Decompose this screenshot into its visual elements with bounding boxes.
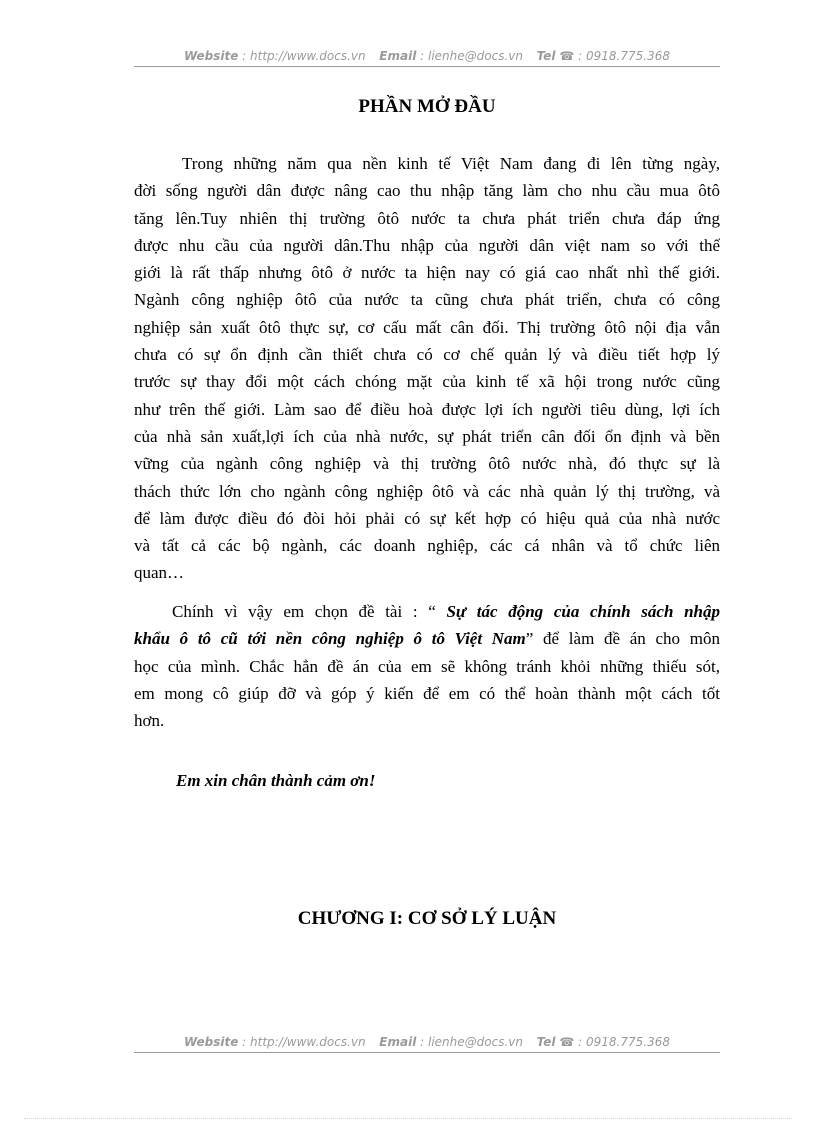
intro-line: để làm được điều đó đòi hỏi phải có sự kết hợp có hiệu quả của nhà nước bbox=[134, 508, 720, 528]
intro-line: quan… bbox=[134, 563, 185, 583]
footer-tel-value: : 0918.775.368 bbox=[578, 1035, 670, 1049]
topic-line-2: khẩu ô tô cũ tới nền công nghiệp ô tô Việt Nam” để làm đề án cho môn bbox=[134, 629, 720, 649]
footer-website-link[interactable]: : http://www.docs.vn bbox=[242, 1035, 366, 1049]
header-website-label: Website bbox=[184, 49, 239, 63]
topic-line-3: học của mình. Chắc hẳn đề án của em sẽ không tránh khỏi những thiếu sót, bbox=[134, 656, 720, 676]
section-title-intro: PHẦN MỞ ĐẦU bbox=[358, 96, 496, 117]
intro-line: chưa có sự ổn định cần thiết chưa có cơ chế quản lý và điều tiết hợp lý bbox=[134, 345, 720, 365]
topic-line-5: hơn. bbox=[134, 711, 165, 731]
header-website-link[interactable]: : http://www.docs.vn bbox=[242, 49, 366, 63]
topic-line-4: em mong cô giúp đỡ và góp ý kiến để em có thể hoàn thành một cách tốt bbox=[134, 683, 720, 703]
phone-icon: ☎ bbox=[559, 1035, 575, 1049]
footer-website-label: Website bbox=[184, 1035, 239, 1049]
header-tel-value: : 0918.775.368 bbox=[578, 49, 670, 63]
page-header bbox=[134, 48, 720, 67]
closing-thanks: Em xin chân thành cảm ơn! bbox=[176, 771, 376, 790]
intro-line: như trên thế giới. Làm sao để điều hoà được lợi ích người tiêu dùng, lợi ích bbox=[134, 399, 720, 419]
intro-line: Ngành công nghiệp ôtô của nước ta cũng chưa phát triển, chưa có công bbox=[134, 290, 720, 310]
intro-line: trước sự thay đổi một cách chóng mặt của kinh tế xã hội trong nước cũng bbox=[134, 372, 720, 392]
intro-line: vững của ngành công nghiệp và thị trường ôtô nước nhà, đó thực sự là bbox=[134, 454, 720, 474]
intro-line: nghiệp sản xuất ôtô thực sự, cơ cấu mất cân đối. Thị trường ôtô nội địa vẫn bbox=[134, 317, 720, 337]
intro-line: được nhu cầu của người dân.Thu nhập của người dân việt nam so với thế bbox=[134, 235, 720, 255]
chapter-title: CHƯƠNG I: CƠ SỞ LÝ LUẬN bbox=[297, 908, 557, 929]
page-footer bbox=[134, 1034, 720, 1053]
intro-line: giới là rất thấp nhưng ôtô ở nước ta hiện nay có giá cao nhất nhì thế giới. bbox=[134, 263, 720, 283]
intro-paragraph bbox=[134, 150, 720, 587]
intro-line: của nhà sản xuất,lợi ích của nhà nước, sự phát triển cân đối ổn định và bền bbox=[134, 426, 720, 446]
intro-line: Trong những năm qua nền kinh tế Việt Nam đang đi lên từng ngày, bbox=[182, 154, 720, 173]
footer-tel-label: Tel bbox=[536, 1035, 556, 1049]
header-email-link[interactable]: : lienhe@docs.vn bbox=[420, 49, 523, 63]
intro-line: đời sống người dân được nâng cao thu nhập tăng làm cho nhu cầu mua ôtô bbox=[134, 181, 720, 201]
intro-line: thách thức lớn cho ngành công nghiệp ôtô và các nhà quản lý thị trường, và bbox=[134, 481, 720, 501]
intro-line: tăng lên.Tuy nhiên thị trường ôtô nước ta chưa phát triển chưa đáp ứng bbox=[134, 208, 720, 228]
topic-title-part-2: khẩu ô tô cũ tới nền công nghiệp ô tô Việt Nam bbox=[134, 629, 526, 649]
header-tel-label: Tel bbox=[536, 49, 556, 63]
footer-email-label: Email bbox=[379, 1035, 417, 1049]
phone-icon: ☎ bbox=[559, 49, 575, 63]
topic-title-part-1: Sự tác động của chính sách nhập bbox=[446, 602, 720, 621]
page-bottom-divider bbox=[24, 1118, 792, 1119]
intro-line: và tất cả các bộ ngành, các doanh nghiệp, các cá nhân và tổ chức liên bbox=[134, 536, 720, 556]
topic-line-1: Chính vì vậy em chọn đề tài : “ Sự tác động của chính sách nhập bbox=[172, 602, 720, 621]
topic-paragraph bbox=[134, 598, 720, 734]
header-email-label: Email bbox=[379, 49, 417, 63]
footer-email-link[interactable]: : lienhe@docs.vn bbox=[420, 1035, 523, 1049]
